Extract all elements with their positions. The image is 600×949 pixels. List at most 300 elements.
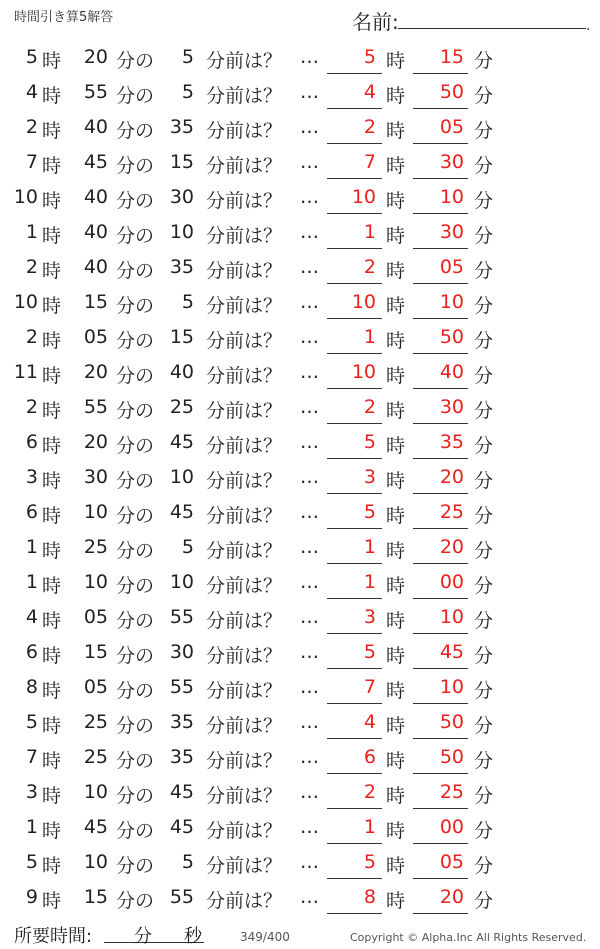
problem-row — [0, 565, 600, 600]
start-minute: 25 — [83, 711, 108, 733]
hour-unit-label: 時 — [42, 190, 62, 212]
answer-hour-unit-label: 時 — [386, 820, 406, 842]
answer-hour-unit-label: 時 — [386, 470, 406, 492]
answer-hour: 2 — [363, 256, 376, 278]
answer-hour-underline — [327, 493, 382, 494]
problem-row — [0, 810, 600, 845]
minutes-before-question: 分前は？ — [206, 155, 283, 177]
start-hour: 9 — [25, 886, 38, 908]
minutes-before-question: 分前は？ — [206, 785, 283, 807]
answer-minute: 50 — [439, 746, 464, 768]
answer-minute: 35 — [439, 431, 464, 453]
answer-hour: 7 — [363, 676, 376, 698]
minute-of-label: 分の — [116, 540, 155, 562]
answer-hour-unit-label: 時 — [386, 575, 406, 597]
problem-row — [0, 355, 600, 390]
problem-row — [0, 250, 600, 285]
answer-hour-unit-label: 時 — [386, 750, 406, 772]
start-hour: 5 — [25, 46, 38, 68]
answer-minute-unit-label: 分 — [474, 190, 494, 212]
answer-minute: 00 — [439, 571, 464, 593]
answer-hour: 1 — [363, 221, 376, 243]
minutes-before: 15 — [169, 151, 194, 173]
answer-minute-underline — [413, 248, 468, 249]
answer-hour-underline — [327, 703, 382, 704]
answer-hour-unit-label: 時 — [386, 400, 406, 422]
start-minute: 10 — [83, 781, 108, 803]
answer-hour-unit-label: 時 — [386, 785, 406, 807]
answer-hour-underline — [327, 283, 382, 284]
ellipsis: … — [300, 501, 319, 523]
answer-minute: 40 — [439, 361, 464, 383]
minutes-before-question: 分前は？ — [206, 820, 283, 842]
minutes-before-question: 分前は？ — [206, 715, 283, 737]
answer-hour: 8 — [363, 886, 376, 908]
answer-hour: 1 — [363, 816, 376, 838]
start-minute: 05 — [83, 676, 108, 698]
answer-minute-unit-label: 分 — [474, 400, 494, 422]
start-hour: 3 — [25, 781, 38, 803]
minutes-before: 35 — [169, 746, 194, 768]
answer-hour-underline — [327, 318, 382, 319]
answer-hour: 1 — [363, 536, 376, 558]
answer-minute-unit-label: 分 — [474, 435, 494, 457]
answer-hour: 4 — [363, 81, 376, 103]
minute-of-label: 分の — [116, 645, 155, 667]
answer-minute: 45 — [439, 641, 464, 663]
answer-minute-unit-label: 分 — [474, 365, 494, 387]
answer-minute-underline — [413, 843, 468, 844]
answer-hour: 5 — [363, 641, 376, 663]
ellipsis: … — [300, 361, 319, 383]
start-minute: 15 — [83, 291, 108, 313]
minute-of-label: 分の — [116, 85, 155, 107]
answer-minute-unit-label: 分 — [474, 715, 494, 737]
minute-of-label: 分の — [116, 365, 155, 387]
ellipsis: … — [300, 781, 319, 803]
answer-hour-underline — [327, 353, 382, 354]
minute-of-label: 分の — [116, 575, 155, 597]
start-hour: 1 — [25, 571, 38, 593]
minute-of-label: 分の — [116, 680, 155, 702]
problem-row — [0, 740, 600, 775]
answer-hour-unit-label: 時 — [386, 50, 406, 72]
start-minute: 20 — [83, 431, 108, 453]
answer-minute-underline — [413, 318, 468, 319]
name-period: . — [586, 18, 591, 34]
answer-hour-underline — [327, 633, 382, 634]
problem-row — [0, 320, 600, 355]
answer-minute-unit-label: 分 — [474, 295, 494, 317]
minutes-before-question: 分前は？ — [206, 400, 283, 422]
answer-minute-underline — [413, 808, 468, 809]
minutes-before: 35 — [169, 711, 194, 733]
minutes-before-question: 分前は？ — [206, 890, 283, 912]
answer-minute: 20 — [439, 886, 464, 908]
start-hour: 4 — [25, 81, 38, 103]
answer-hour-unit-label: 時 — [386, 645, 406, 667]
start-hour: 11 — [13, 361, 38, 383]
answer-minute-underline — [413, 458, 468, 459]
minutes-before: 25 — [169, 396, 194, 418]
start-hour: 5 — [25, 851, 38, 873]
ellipsis: … — [300, 256, 319, 278]
start-minute: 45 — [83, 151, 108, 173]
hour-unit-label: 時 — [42, 470, 62, 492]
minutes-before-question: 分前は？ — [206, 260, 283, 282]
answer-hour-underline — [327, 843, 382, 844]
minute-of-label: 分の — [116, 435, 155, 457]
answer-minute: 50 — [439, 81, 464, 103]
answer-minute-underline — [413, 178, 468, 179]
hour-unit-label: 時 — [42, 225, 62, 247]
minutes-before-question: 分前は？ — [206, 610, 283, 632]
answer-hour: 7 — [363, 151, 376, 173]
minute-of-label: 分の — [116, 715, 155, 737]
minute-of-label: 分の — [116, 785, 155, 807]
answer-minute-unit-label: 分 — [474, 505, 494, 527]
answer-hour: 4 — [363, 711, 376, 733]
start-minute: 15 — [83, 641, 108, 663]
answer-hour: 10 — [351, 186, 376, 208]
minutes-before-question: 分前は？ — [206, 505, 283, 527]
start-hour: 2 — [25, 396, 38, 418]
minute-of-label: 分の — [116, 610, 155, 632]
problem-row — [0, 40, 600, 75]
answer-hour: 5 — [363, 431, 376, 453]
answer-hour-underline — [327, 563, 382, 564]
answer-minute-underline — [413, 73, 468, 74]
minute-of-label: 分の — [116, 750, 155, 772]
answer-minute: 30 — [439, 151, 464, 173]
ellipsis: … — [300, 676, 319, 698]
copyright-notice: Copyright © Alpha.Inc All Rights Reserved. — [350, 931, 587, 944]
answer-hour-underline — [327, 458, 382, 459]
start-minute: 25 — [83, 746, 108, 768]
answer-minute: 00 — [439, 816, 464, 838]
minute-of-label: 分の — [116, 155, 155, 177]
ellipsis: … — [300, 816, 319, 838]
ellipsis: … — [300, 186, 319, 208]
minutes-before-question: 分前は？ — [206, 120, 283, 142]
minutes-before: 5 — [181, 851, 194, 873]
ellipsis: … — [300, 571, 319, 593]
hour-unit-label: 時 — [42, 365, 62, 387]
answer-hour: 2 — [363, 116, 376, 138]
answer-hour-unit-label: 時 — [386, 260, 406, 282]
answer-minute-unit-label: 分 — [474, 820, 494, 842]
answer-hour-unit-label: 時 — [386, 225, 406, 247]
start-minute: 55 — [83, 81, 108, 103]
answer-minute-underline — [413, 213, 468, 214]
minute-of-label: 分の — [116, 260, 155, 282]
problem-row — [0, 390, 600, 425]
answer-hour-unit-label: 時 — [386, 295, 406, 317]
answer-minute-unit-label: 分 — [474, 890, 494, 912]
answer-hour-underline — [327, 528, 382, 529]
answer-hour-underline — [327, 738, 382, 739]
answer-minute-unit-label: 分 — [474, 575, 494, 597]
ellipsis: … — [300, 81, 319, 103]
start-minute: 20 — [83, 46, 108, 68]
answer-hour: 1 — [363, 571, 376, 593]
start-hour: 7 — [25, 151, 38, 173]
ellipsis: … — [300, 291, 319, 313]
minutes-before: 10 — [169, 466, 194, 488]
answer-minute: 30 — [439, 396, 464, 418]
minute-of-label: 分の — [116, 400, 155, 422]
minutes-before-question: 分前は？ — [206, 855, 283, 877]
minutes-before-question: 分前は？ — [206, 470, 283, 492]
answer-minute-unit-label: 分 — [474, 680, 494, 702]
minutes-before-question: 分前は？ — [206, 365, 283, 387]
hour-unit-label: 時 — [42, 610, 62, 632]
minutes-before-question: 分前は？ — [206, 85, 283, 107]
answer-hour-unit-label: 時 — [386, 610, 406, 632]
problem-row — [0, 880, 600, 915]
answer-minute-underline — [413, 773, 468, 774]
start-minute: 05 — [83, 326, 108, 348]
problem-row — [0, 705, 600, 740]
answer-hour: 3 — [363, 466, 376, 488]
start-hour: 1 — [25, 816, 38, 838]
start-minute: 20 — [83, 361, 108, 383]
answer-hour-unit-label: 時 — [386, 435, 406, 457]
answer-minute-underline — [413, 668, 468, 669]
minute-of-label: 分の — [116, 295, 155, 317]
answer-hour-unit-label: 時 — [386, 890, 406, 912]
hour-unit-label: 時 — [42, 680, 62, 702]
minutes-before-question: 分前は？ — [206, 750, 283, 772]
answer-minute-underline — [413, 563, 468, 564]
answer-minute: 10 — [439, 606, 464, 628]
minutes-before: 15 — [169, 326, 194, 348]
ellipsis: … — [300, 466, 319, 488]
answer-hour: 1 — [363, 326, 376, 348]
minutes-before: 5 — [181, 291, 194, 313]
answer-hour-unit-label: 時 — [386, 190, 406, 212]
hour-unit-label: 時 — [42, 890, 62, 912]
minutes-before: 45 — [169, 501, 194, 523]
answer-minute-unit-label: 分 — [474, 225, 494, 247]
minute-of-label: 分の — [116, 820, 155, 842]
answer-hour: 6 — [363, 746, 376, 768]
problem-row — [0, 600, 600, 635]
answer-minute-underline — [413, 493, 468, 494]
hour-unit-label: 時 — [42, 785, 62, 807]
answer-hour-underline — [327, 248, 382, 249]
answer-minute: 25 — [439, 501, 464, 523]
start-minute: 45 — [83, 816, 108, 838]
answer-hour-unit-label: 時 — [386, 540, 406, 562]
hour-unit-label: 時 — [42, 750, 62, 772]
start-minute: 25 — [83, 536, 108, 558]
hour-unit-label: 時 — [42, 645, 62, 667]
minutes-before-question: 分前は？ — [206, 435, 283, 457]
problem-row — [0, 495, 600, 530]
problem-row — [0, 530, 600, 565]
answer-hour: 5 — [363, 851, 376, 873]
start-minute: 40 — [83, 256, 108, 278]
minutes-before: 45 — [169, 816, 194, 838]
answer-hour-underline — [327, 913, 382, 914]
minutes-before: 30 — [169, 641, 194, 663]
answer-minute-unit-label: 分 — [474, 785, 494, 807]
answer-hour-underline — [327, 668, 382, 669]
minutes-before: 55 — [169, 676, 194, 698]
start-hour: 10 — [13, 291, 38, 313]
minute-of-label: 分の — [116, 470, 155, 492]
hour-unit-label: 時 — [42, 330, 62, 352]
hour-unit-label: 時 — [42, 820, 62, 842]
answer-hour: 2 — [363, 396, 376, 418]
start-minute: 10 — [83, 501, 108, 523]
hour-unit-label: 時 — [42, 435, 62, 457]
start-hour: 6 — [25, 431, 38, 453]
minutes-before: 30 — [169, 186, 194, 208]
answer-hour-unit-label: 時 — [386, 855, 406, 877]
answer-minute: 05 — [439, 116, 464, 138]
answer-minute: 25 — [439, 781, 464, 803]
minute-of-label: 分の — [116, 50, 155, 72]
answer-minute-unit-label: 分 — [474, 155, 494, 177]
seconds-label: 秒 — [184, 926, 202, 947]
answer-hour: 2 — [363, 781, 376, 803]
name-label: 名前: — [352, 10, 399, 34]
answer-minute-underline — [413, 353, 468, 354]
answer-hour-unit-label: 時 — [386, 330, 406, 352]
minutes-before: 5 — [181, 536, 194, 558]
page-number: 349/400 — [240, 930, 290, 944]
answer-minute-underline — [413, 423, 468, 424]
start-minute: 55 — [83, 396, 108, 418]
start-minute: 15 — [83, 886, 108, 908]
answer-hour-underline — [327, 73, 382, 74]
name-underline — [398, 28, 586, 29]
hour-unit-label: 時 — [42, 155, 62, 177]
ellipsis: … — [300, 851, 319, 873]
answer-hour-underline — [327, 108, 382, 109]
problem-row — [0, 670, 600, 705]
answer-minute-underline — [413, 913, 468, 914]
answer-minute-underline — [413, 108, 468, 109]
minutes-before-question: 分前は？ — [206, 645, 283, 667]
answer-minute-unit-label: 分 — [474, 330, 494, 352]
answer-hour-underline — [327, 143, 382, 144]
start-hour: 3 — [25, 466, 38, 488]
answer-minute-underline — [413, 878, 468, 879]
minutes-before: 5 — [181, 81, 194, 103]
answer-minute-unit-label: 分 — [474, 120, 494, 142]
start-minute: 30 — [83, 466, 108, 488]
problem-row — [0, 285, 600, 320]
problem-row — [0, 110, 600, 145]
start-hour: 8 — [25, 676, 38, 698]
start-hour: 7 — [25, 746, 38, 768]
start-hour: 2 — [25, 256, 38, 278]
answer-minute-underline — [413, 703, 468, 704]
answer-minute: 10 — [439, 186, 464, 208]
answer-hour-underline — [327, 598, 382, 599]
minutes-before: 35 — [169, 116, 194, 138]
answer-hour: 5 — [363, 46, 376, 68]
ellipsis: … — [300, 711, 319, 733]
answer-hour-unit-label: 時 — [386, 120, 406, 142]
start-minute: 10 — [83, 851, 108, 873]
answer-minute-unit-label: 分 — [474, 610, 494, 632]
answer-minute: 20 — [439, 536, 464, 558]
ellipsis: … — [300, 396, 319, 418]
hour-unit-label: 時 — [42, 400, 62, 422]
answer-hour: 3 — [363, 606, 376, 628]
answer-minute-underline — [413, 388, 468, 389]
minutes-before: 10 — [169, 221, 194, 243]
answer-hour-underline — [327, 213, 382, 214]
minutes-before-question: 分前は？ — [206, 330, 283, 352]
ellipsis: … — [300, 151, 319, 173]
start-minute: 40 — [83, 221, 108, 243]
minute-of-label: 分の — [116, 120, 155, 142]
minutes-before: 40 — [169, 361, 194, 383]
answer-hour-unit-label: 時 — [386, 365, 406, 387]
minutes-before: 35 — [169, 256, 194, 278]
answer-minute: 50 — [439, 326, 464, 348]
minutes-before-question: 分前は？ — [206, 540, 283, 562]
start-hour: 4 — [25, 606, 38, 628]
answer-hour: 10 — [351, 291, 376, 313]
ellipsis: … — [300, 536, 319, 558]
hour-unit-label: 時 — [42, 505, 62, 527]
answer-hour-unit-label: 時 — [386, 680, 406, 702]
minutes-before-question: 分前は？ — [206, 50, 283, 72]
problem-row — [0, 775, 600, 810]
minutes-before-question: 分前は？ — [206, 190, 283, 212]
ellipsis: … — [300, 641, 319, 663]
answer-hour-unit-label: 時 — [386, 85, 406, 107]
answer-minute-underline — [413, 283, 468, 284]
problem-row — [0, 75, 600, 110]
hour-unit-label: 時 — [42, 855, 62, 877]
answer-hour-unit-label: 時 — [386, 715, 406, 737]
minute-of-label: 分の — [116, 190, 155, 212]
problem-list — [0, 40, 600, 915]
answer-minute-unit-label: 分 — [474, 855, 494, 877]
answer-minute: 50 — [439, 711, 464, 733]
minutes-before: 5 — [181, 46, 194, 68]
answer-minute: 15 — [439, 46, 464, 68]
answer-minute-underline — [413, 598, 468, 599]
minute-of-label: 分の — [116, 330, 155, 352]
answer-hour-underline — [327, 808, 382, 809]
answer-minute-unit-label: 分 — [474, 470, 494, 492]
minutes-before: 45 — [169, 431, 194, 453]
start-minute: 05 — [83, 606, 108, 628]
answer-hour-unit-label: 時 — [386, 505, 406, 527]
answer-minute-underline — [413, 633, 468, 634]
start-hour: 6 — [25, 641, 38, 663]
minutes-before: 10 — [169, 571, 194, 593]
problem-row — [0, 145, 600, 180]
answer-minute: 20 — [439, 466, 464, 488]
answer-minute-unit-label: 分 — [474, 85, 494, 107]
ellipsis: … — [300, 746, 319, 768]
hour-unit-label: 時 — [42, 715, 62, 737]
answer-hour-underline — [327, 773, 382, 774]
minutes-label: 分 — [134, 926, 152, 947]
problem-row — [0, 425, 600, 460]
start-hour: 1 — [25, 536, 38, 558]
minute-of-label: 分の — [116, 890, 155, 912]
